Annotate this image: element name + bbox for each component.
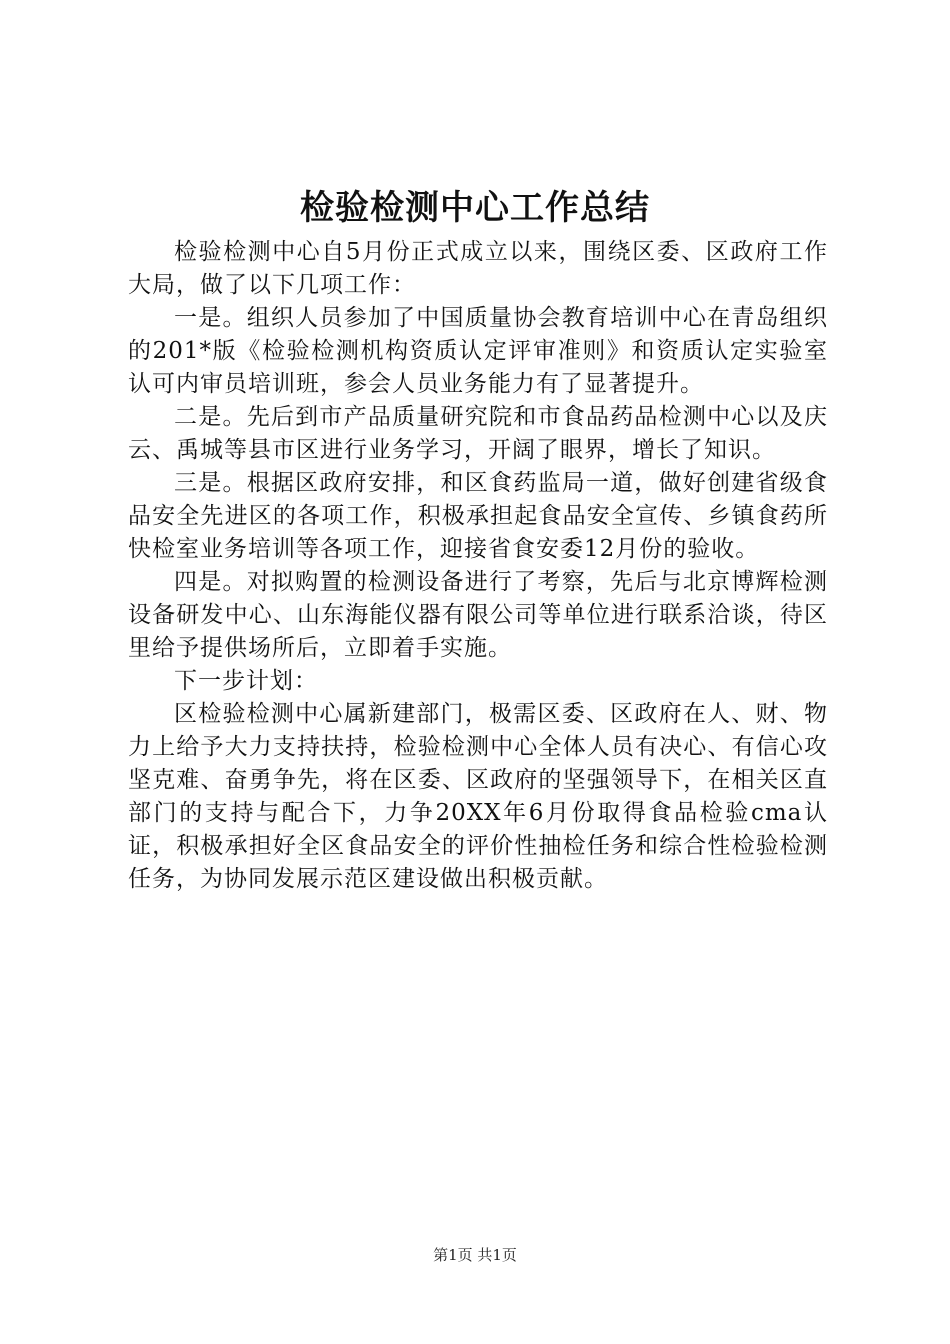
page-footer: 第1页 共1页 xyxy=(433,1246,517,1264)
paragraph-item-2: 二是。先后到市产品质量研究院和市食品药品检测中心以及庆云、禹城等县市区进行业务学习，开阔了眼界，增长了知识。 xyxy=(128,404,828,463)
paragraph-next-plan-heading: 下一步计划： xyxy=(174,668,318,694)
document-title: 检验检测中心工作总结 xyxy=(300,188,650,228)
paragraph-next-plan: 区检验检测中心属新建部门，极需区委、区政府在人、财、物力上给予大力支持扶持，检验检测中心全体人员有决心、有信心攻坚克难、奋勇争先，将在区委、区政府的坚强领导下，在相关区直部门的支持与配合下，力争20XX年6月份取得食品检验cma认证，积极承担好全区食品安全的评价性抽检任务和综合性检验检测任务，为协同发展示范区建设做出积极贡献。 xyxy=(128,701,828,892)
document-body xyxy=(128,236,828,896)
paragraph-item-1: 一是。组织人员参加了中国质量协会教育培训中心在青岛组织的201*版《检验检测机构资质认定评审准则》和资质认定实验室认可内审员培训班，参会人员业务能力有了显著提升。 xyxy=(128,305,828,397)
paragraph-item-3: 三是。根据区政府安排，和区食药监局一道，做好创建省级食品安全先进区的各项工作，积极承担起食品安全宣传、乡镇食药所快检室业务培训等各项工作，迎接省食安委12月份的验收。 xyxy=(128,470,828,562)
paragraph-item-4: 四是。对拟购置的检测设备进行了考察，先后与北京博辉检测设备研发中心、山东海能仪器有限公司等单位进行联系洽谈，待区里给予提供场所后，立即着手实施。 xyxy=(128,569,828,661)
paragraph-intro: 检验检测中心自5月份正式成立以来，围绕区委、区政府工作大局，做了以下几项工作： xyxy=(128,239,828,298)
